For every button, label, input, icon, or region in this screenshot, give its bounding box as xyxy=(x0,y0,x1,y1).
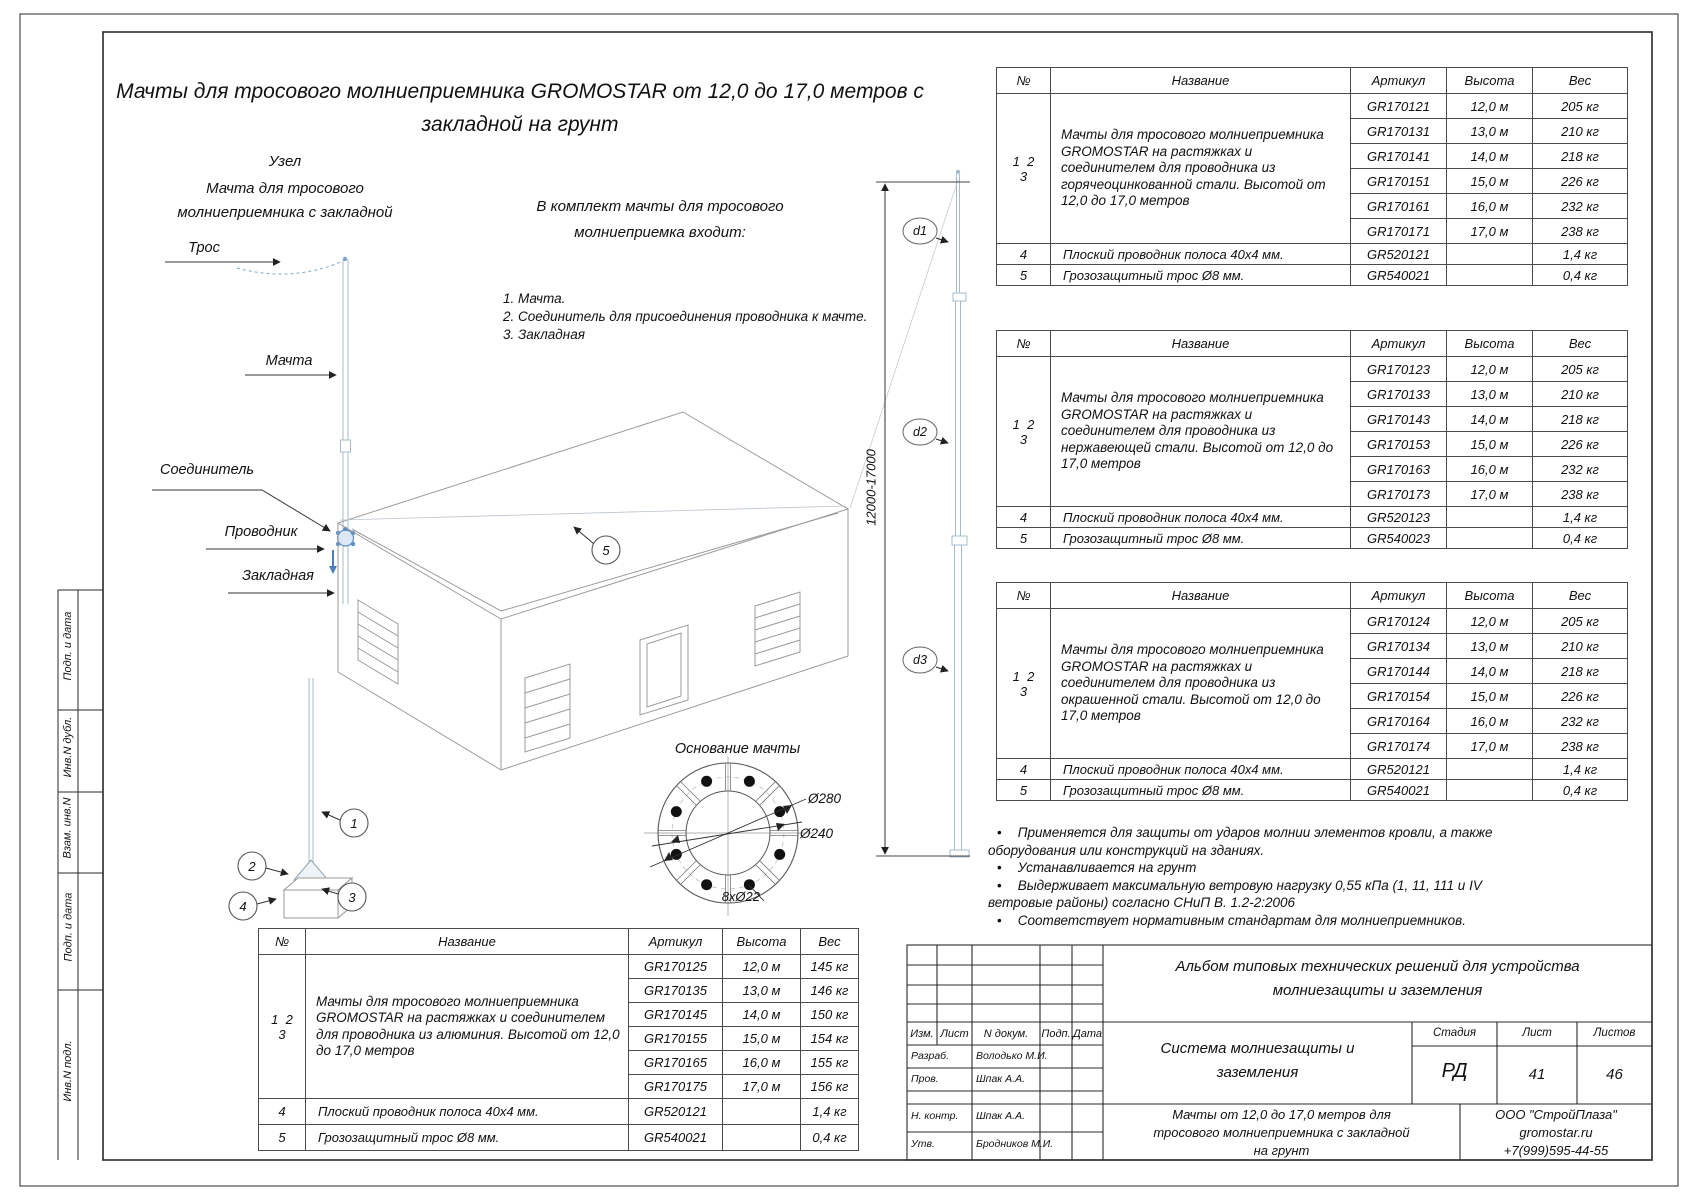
sidebar-label-inv-dupl: Инв.N дубл. xyxy=(62,716,74,778)
notes-list xyxy=(988,824,1548,929)
weight-cell: 205 кг xyxy=(1533,609,1628,634)
part-number-cell: GR170161 xyxy=(1351,194,1447,219)
column-header-2: Артикул xyxy=(1351,583,1447,609)
column-header-2: Артикул xyxy=(1351,68,1447,94)
node-subtitle-line1: Мачта для тросового xyxy=(206,180,364,197)
accessory-name-cell: Грозозащитный трос Ø8 мм. xyxy=(1051,780,1351,801)
accessory-name-cell: Плоский проводник полоса 40х4 мм. xyxy=(306,1099,629,1125)
rev-header-izm: Изм. xyxy=(910,1028,934,1040)
rev-header-data: Дата xyxy=(1072,1028,1103,1040)
note-text: Выдерживает максимальную ветровую нагрузку 0,55 кПа (1, 11, 111 и IV ветровые районы) согласно СНиП В. 1.2-2:2006 xyxy=(988,877,1482,910)
height-cell: 17,0 м xyxy=(1447,734,1533,759)
weight-cell: 226 кг xyxy=(1533,432,1628,457)
bullet-icon: • xyxy=(997,825,1002,840)
height-cell: 12,0 м xyxy=(1447,609,1533,634)
accessory-name-cell: Грозозащитный трос Ø8 мм. xyxy=(1051,265,1351,286)
column-header-1: Название xyxy=(1051,68,1351,94)
building-drawing xyxy=(338,412,848,770)
page-title-line1: Мачты для тросового молниеприемника GROMOSTAR от 12,0 до 17,0 метров с xyxy=(116,80,924,103)
weight-cell: 0,4 кг xyxy=(1533,528,1628,549)
weight-cell: 1,4 кг xyxy=(1533,244,1628,265)
height-cell: 14,0 м xyxy=(1447,144,1533,169)
height-cell: 16,0 м xyxy=(1447,709,1533,734)
part-number-cell: GR520121 xyxy=(629,1099,723,1125)
doc-name-line3: на грунт xyxy=(1253,1143,1310,1158)
note-item xyxy=(988,824,1548,859)
part-number-cell: GR170123 xyxy=(1351,357,1447,382)
sidebar-label-repl-inv: Взам. инв.N xyxy=(61,797,74,859)
bullet-icon: • xyxy=(997,877,1002,893)
base-detail-title: Основание мачты xyxy=(674,741,801,757)
weight-cell: 145 кг xyxy=(801,955,859,979)
weight-cell: 150 кг xyxy=(801,1003,859,1027)
part-number-cell: GR170124 xyxy=(1351,609,1447,634)
part-number-cell: GR170134 xyxy=(1351,634,1447,659)
doc-name-line1: Мачты от 12,0 до 17,0 метров для xyxy=(1172,1107,1391,1122)
part-number-cell: GR170165 xyxy=(629,1051,723,1075)
parts-table xyxy=(996,582,1628,801)
position-number-cell: 5 xyxy=(997,780,1051,801)
weight-cell: 238 кг xyxy=(1533,734,1628,759)
diameter-label-d2: d2 xyxy=(913,425,927,439)
height-cell xyxy=(1447,759,1533,780)
column-header-3: Высота xyxy=(1447,331,1533,357)
parts-table xyxy=(996,67,1628,286)
parts-table xyxy=(996,330,1628,549)
height-cell: 15,0 м xyxy=(1447,169,1533,194)
weight-cell: 205 кг xyxy=(1533,357,1628,382)
column-header-0: № xyxy=(997,583,1051,609)
part-number-cell: GR520123 xyxy=(1351,507,1447,528)
height-cell: 17,0 м xyxy=(1447,219,1533,244)
part-number-cell: GR520121 xyxy=(1351,759,1447,780)
titleblock-system-line1: Система молниезащиты и xyxy=(1160,1040,1355,1057)
mast-height-dimension: 12000-17000 xyxy=(863,449,879,526)
height-cell: 14,0 м xyxy=(1447,407,1533,432)
callout-3: 3 xyxy=(348,890,356,905)
part-number-cell: GR170144 xyxy=(1351,659,1447,684)
height-cell: 16,0 м xyxy=(1447,194,1533,219)
company-phone: +7(999)595-44-55 xyxy=(1503,1143,1609,1158)
bullet-icon: • xyxy=(997,912,1002,928)
note-item xyxy=(988,877,1548,912)
sign-role: Пров. xyxy=(911,1073,939,1085)
height-cell: 14,0 м xyxy=(723,1003,801,1027)
height-cell: 17,0 м xyxy=(723,1075,801,1099)
weight-cell: 232 кг xyxy=(1533,457,1628,482)
position-numbers-cell: 1 2 3 xyxy=(997,609,1051,759)
part-number-cell: GR170125 xyxy=(629,955,723,979)
base-dim-holes: 8хØ22 xyxy=(721,889,760,904)
accessory-name-cell: Плоский проводник полоса 40х4 мм. xyxy=(1051,507,1351,528)
label-cable: Трос xyxy=(188,240,220,256)
part-number-cell: GR170153 xyxy=(1351,432,1447,457)
column-header-2: Артикул xyxy=(1351,331,1447,357)
doc-name-line2: тросового молниеприемника с закладной xyxy=(1153,1125,1410,1140)
column-header-2: Артикул xyxy=(629,929,723,955)
height-cell: 12,0 м xyxy=(723,955,801,979)
height-cell xyxy=(1447,265,1533,286)
label-conductor: Проводник xyxy=(224,524,298,540)
column-header-1: Название xyxy=(1051,583,1351,609)
height-cell xyxy=(723,1099,801,1125)
bullet-icon: • xyxy=(997,860,1002,875)
column-header-0: № xyxy=(997,331,1051,357)
parts-table xyxy=(258,928,859,1151)
sign-role: Утв. xyxy=(911,1138,935,1150)
note-text: Применяется для защиты от ударов молнии элементов кровли, а также оборудования или конструкций на зданиях. xyxy=(988,825,1493,858)
note-item xyxy=(988,912,1548,930)
weight-cell: 154 кг xyxy=(801,1027,859,1051)
company-website: gromostar.ru xyxy=(1519,1125,1593,1140)
weight-cell: 238 кг xyxy=(1533,482,1628,507)
product-name-cell: Мачты для тросового молниеприемника GROMOSTAR на растяжках и соединителем для проводника из алюминия. Высотой от 12,0 до 17,0 метров xyxy=(306,955,629,1099)
weight-cell: 218 кг xyxy=(1533,659,1628,684)
titleblock-album-line2: молниезащиты и заземления xyxy=(1272,982,1483,999)
position-number-cell: 4 xyxy=(997,244,1051,265)
height-cell: 17,0 м xyxy=(1447,482,1533,507)
height-cell xyxy=(1447,507,1533,528)
sign-name: Бродников М.И. xyxy=(976,1138,1054,1150)
weight-cell: 205 кг xyxy=(1533,94,1628,119)
height-cell: 16,0 м xyxy=(723,1051,801,1075)
part-number-cell: GR170135 xyxy=(629,979,723,1003)
part-number-cell: GR170154 xyxy=(1351,684,1447,709)
weight-cell: 210 кг xyxy=(1533,382,1628,407)
accessory-name-cell: Грозозащитный трос Ø8 мм. xyxy=(306,1125,629,1151)
sidebar-label-inv-orig: Инв.N подл. xyxy=(62,1040,74,1102)
part-number-cell: GR540021 xyxy=(629,1125,723,1151)
rev-header-list: Лист xyxy=(940,1028,969,1040)
label-connector: Соединитель xyxy=(159,462,255,478)
weight-cell: 156 кг xyxy=(801,1075,859,1099)
column-header-1: Название xyxy=(306,929,629,955)
page-title-line2: закладной на грунт xyxy=(421,113,619,136)
product-name-cell: Мачты для тросового молниеприемника GROMOSTAR на растяжках и соединителем для проводника из горячеоцинкованной стали. Высотой от 12,0 до 17,0 метров xyxy=(1051,94,1351,244)
weight-cell: 238 кг xyxy=(1533,219,1628,244)
weight-cell: 226 кг xyxy=(1533,169,1628,194)
weight-cell: 226 кг xyxy=(1533,684,1628,709)
note-text: Устанавливается на грунт xyxy=(1017,860,1197,875)
sheet-value: 41 xyxy=(1528,1066,1546,1083)
label-mast: Мачта xyxy=(265,353,313,369)
weight-cell: 232 кг xyxy=(1533,194,1628,219)
kit-heading-line2: молниеприемка входит: xyxy=(574,224,746,241)
position-number-cell: 4 xyxy=(997,507,1051,528)
height-cell xyxy=(1447,244,1533,265)
column-header-4: Вес xyxy=(1533,68,1628,94)
height-cell: 12,0 м xyxy=(1447,94,1533,119)
rev-header-ndocum: N докум. xyxy=(983,1028,1029,1040)
stage-label: Стадия xyxy=(1432,1027,1477,1039)
height-cell: 16,0 м xyxy=(1447,457,1533,482)
height-cell: 13,0 м xyxy=(723,979,801,1003)
column-header-1: Название xyxy=(1051,331,1351,357)
sheets-label: Листов xyxy=(1593,1027,1636,1039)
product-name-cell: Мачты для тросового молниеприемника GROMOSTAR на растяжках и соединителем для проводника из окрашенной стали. Высотой от 12,0 до 17,0 метров xyxy=(1051,609,1351,759)
weight-cell: 146 кг xyxy=(801,979,859,1003)
column-header-3: Высота xyxy=(1447,68,1533,94)
diameter-label-d1: d1 xyxy=(913,224,927,238)
base-dim-inner: Ø240 xyxy=(800,826,834,841)
weight-cell: 155 кг xyxy=(801,1051,859,1075)
part-number-cell: GR170151 xyxy=(1351,169,1447,194)
height-cell: 15,0 м xyxy=(723,1027,801,1051)
weight-cell: 218 кг xyxy=(1533,144,1628,169)
accessory-name-cell: Грозозащитный трос Ø8 мм. xyxy=(1051,528,1351,549)
height-cell: 13,0 м xyxy=(1447,634,1533,659)
sheets-value: 46 xyxy=(1606,1066,1623,1083)
sidebar-label-sign-date-1: Подп. и дата xyxy=(62,611,74,681)
position-numbers-cell: 1 2 3 xyxy=(997,94,1051,244)
height-cell: 13,0 м xyxy=(1447,119,1533,144)
position-number-cell: 4 xyxy=(259,1099,306,1125)
column-header-0: № xyxy=(997,68,1051,94)
part-number-cell: GR170143 xyxy=(1351,407,1447,432)
column-header-3: Высота xyxy=(1447,583,1533,609)
diameter-label-d3: d3 xyxy=(913,653,927,667)
kit-item: 2. Соединитель для присоединения проводника к мачте. xyxy=(503,309,868,324)
position-number-cell: 5 xyxy=(997,528,1051,549)
height-cell: 12,0 м xyxy=(1447,357,1533,382)
weight-cell: 218 кг xyxy=(1533,407,1628,432)
weight-cell: 0,4 кг xyxy=(801,1125,859,1151)
height-cell: 15,0 м xyxy=(1447,432,1533,457)
part-number-cell: GR170133 xyxy=(1351,382,1447,407)
stage-value: РД xyxy=(1441,1060,1468,1082)
node-title: Узел xyxy=(268,153,302,170)
label-anchor: Закладная xyxy=(242,568,314,584)
callout-5: 5 xyxy=(602,543,610,558)
kit-item: 3. Закладная xyxy=(503,327,585,342)
company-name: ООО "СтройПлаза" xyxy=(1495,1107,1617,1122)
sign-name: Володько М.И. xyxy=(976,1050,1048,1062)
product-name-cell: Мачты для тросового молниеприемника GROMOSTAR на растяжках и соединителем для проводника из нержавеющей стали. Высотой от 12,0 до 17,0 метров xyxy=(1051,357,1351,507)
mast-base-drawing xyxy=(257,678,352,918)
part-number-cell: GR170141 xyxy=(1351,144,1447,169)
column-header-0: № xyxy=(259,929,306,955)
accessory-name-cell: Плоский проводник полоса 40х4 мм. xyxy=(1051,759,1351,780)
part-number-cell: GR170155 xyxy=(629,1027,723,1051)
column-header-4: Вес xyxy=(1533,583,1628,609)
sign-role: Разраб. xyxy=(911,1050,949,1062)
sidebar-label-sign-date-2: Подп. и дата xyxy=(62,892,75,962)
weight-cell: 1,4 кг xyxy=(1533,759,1628,780)
weight-cell: 210 кг xyxy=(1533,119,1628,144)
weight-cell: 0,4 кг xyxy=(1533,265,1628,286)
part-number-cell: GR540021 xyxy=(1351,265,1447,286)
part-number-cell: GR170174 xyxy=(1351,734,1447,759)
sign-role: Н. контр. xyxy=(911,1110,959,1122)
height-cell xyxy=(723,1125,801,1151)
part-number-cell: GR540021 xyxy=(1351,780,1447,801)
position-number-cell: 5 xyxy=(997,265,1051,286)
kit-heading-line1: В комплект мачты для тросового xyxy=(536,198,784,215)
callout-4: 4 xyxy=(239,899,247,914)
position-number-cell: 4 xyxy=(997,759,1051,780)
position-numbers-cell: 1 2 3 xyxy=(997,357,1051,507)
node-detail-drawing xyxy=(152,257,355,604)
height-cell: 13,0 м xyxy=(1447,382,1533,407)
part-number-cell: GR170173 xyxy=(1351,482,1447,507)
part-number-cell: GR170121 xyxy=(1351,94,1447,119)
note-text: Соответствует нормативным стандартам для молниеприемников. xyxy=(1017,912,1466,928)
sign-name: Шпак А.А. xyxy=(976,1073,1025,1085)
column-header-4: Вес xyxy=(801,929,859,955)
part-number-cell: GR170171 xyxy=(1351,219,1447,244)
column-header-3: Высота xyxy=(723,929,801,955)
node-subtitle-line2: молниеприемника с закладной xyxy=(177,204,393,221)
accessory-name-cell: Плоский проводник полоса 40х4 мм. xyxy=(1051,244,1351,265)
part-number-cell: GR520121 xyxy=(1351,244,1447,265)
sheet-label: Лист xyxy=(1522,1027,1552,1039)
part-number-cell: GR170131 xyxy=(1351,119,1447,144)
column-header-4: Вес xyxy=(1533,331,1628,357)
height-cell: 14,0 м xyxy=(1447,659,1533,684)
part-number-cell: GR170145 xyxy=(629,1003,723,1027)
weight-cell: 232 кг xyxy=(1533,709,1628,734)
height-cell: 15,0 м xyxy=(1447,684,1533,709)
weight-cell: 1,4 кг xyxy=(1533,507,1628,528)
weight-cell: 210 кг xyxy=(1533,634,1628,659)
kit-item: 1. Мачта. xyxy=(503,291,566,306)
base-dim-outer: Ø280 xyxy=(808,791,842,806)
titleblock-album-line1: Альбом типовых технических решений для устройства xyxy=(1175,958,1580,975)
part-number-cell: GR170163 xyxy=(1351,457,1447,482)
callout-2: 2 xyxy=(248,859,256,874)
height-cell xyxy=(1447,780,1533,801)
part-number-cell: GR170175 xyxy=(629,1075,723,1099)
height-cell xyxy=(1447,528,1533,549)
weight-cell: 0,4 кг xyxy=(1533,780,1628,801)
position-number-cell: 5 xyxy=(259,1125,306,1151)
part-number-cell: GR540023 xyxy=(1351,528,1447,549)
rev-header-podp: Подп. xyxy=(1041,1028,1071,1040)
note-item xyxy=(988,859,1548,877)
weight-cell: 1,4 кг xyxy=(801,1099,859,1125)
part-number-cell: GR170164 xyxy=(1351,709,1447,734)
titleblock-system-line2: заземления xyxy=(1216,1064,1299,1081)
callout-1: 1 xyxy=(350,816,358,831)
position-numbers-cell: 1 2 3 xyxy=(259,955,306,1099)
sign-name: Шпак А.А. xyxy=(976,1110,1025,1122)
